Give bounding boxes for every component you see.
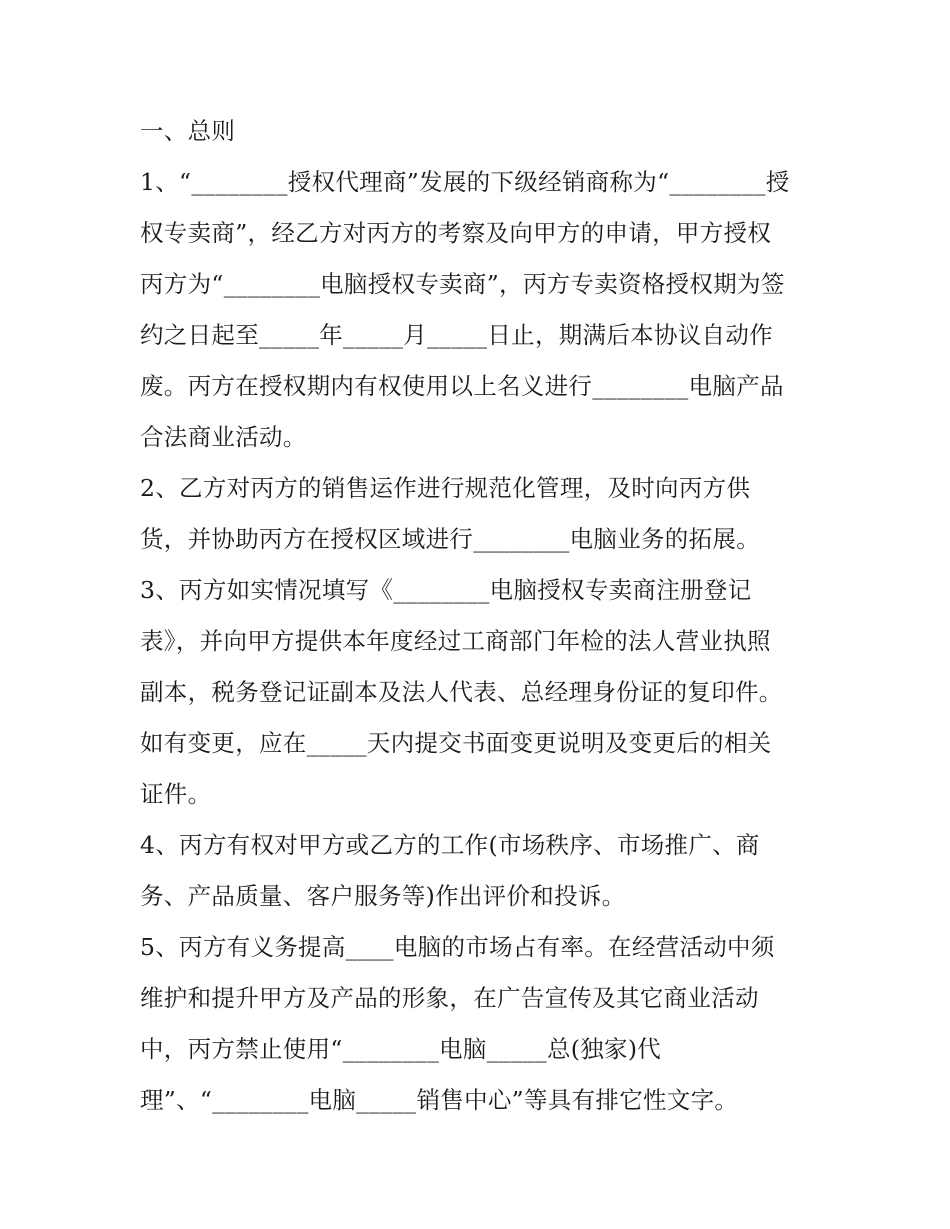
clause-5-line-2: 维护和提升甲方及产品的形象，在广告宣传及其它商业活动 <box>140 984 759 1012</box>
section-heading-general: 一、总则 <box>140 117 236 145</box>
clause-1-line-6: 合法商业活动。 <box>140 423 307 451</box>
clause-3-line-3: 副本，税务登记证副本及法人代表、总经理身份证的复印件。 <box>140 678 783 706</box>
clause-5-line-3: 中，丙方禁止使用“________电脑_____总(独家)代 <box>140 1035 662 1063</box>
clause-2-line-2: 货，并协助丙方在授权区域进行________电脑业务的拓展。 <box>140 525 760 553</box>
clause-1-line-3: 丙方为“________电脑授权专卖商”，丙方专卖资格授权期为签 <box>140 270 785 298</box>
clause-5-line-4: 理”、“________电脑_____销售中心”等具有排它性文字。 <box>140 1086 739 1114</box>
clause-3-line-2: 表》，并向甲方提供本年度经过工商部门年检的法人营业执照 <box>140 627 771 655</box>
clause-1-line-4: 约之日起至_____年_____月_____日止，期满后本协议自动作 <box>140 321 773 349</box>
clause-4-line-1: 4、丙方有权对甲方或乙方的工作(市场秩序、市场推广、商 <box>140 831 760 859</box>
clause-3-line-4: 如有变更，应在_____天内提交书面变更说明及变更后的相关 <box>140 729 772 757</box>
clause-3-line-5: 证件。 <box>140 780 212 808</box>
clause-1-line-1: 1、“________授权代理商”发展的下级经销商称为“________授 <box>140 168 790 196</box>
clause-5-line-1: 5、丙方有义务提高____电脑的市场占有率。在经营活动中须 <box>140 933 775 961</box>
clause-3-line-1: 3、丙方如实情况填写《________电脑授权专卖商注册登记 <box>140 576 752 604</box>
clause-4-line-2: 务、产品质量、客户服务等)作出评价和投诉。 <box>140 882 626 910</box>
clause-1-line-5: 废。丙方在授权期内有权使用以上名义进行________电脑产品 <box>140 372 784 400</box>
clause-1-line-2: 权专卖商”，经乙方对丙方的考察及向甲方的申请，甲方授权 <box>140 219 772 247</box>
clause-2-line-1: 2、乙方对丙方的销售运作进行规范化管理，及时向丙方供 <box>140 474 751 502</box>
